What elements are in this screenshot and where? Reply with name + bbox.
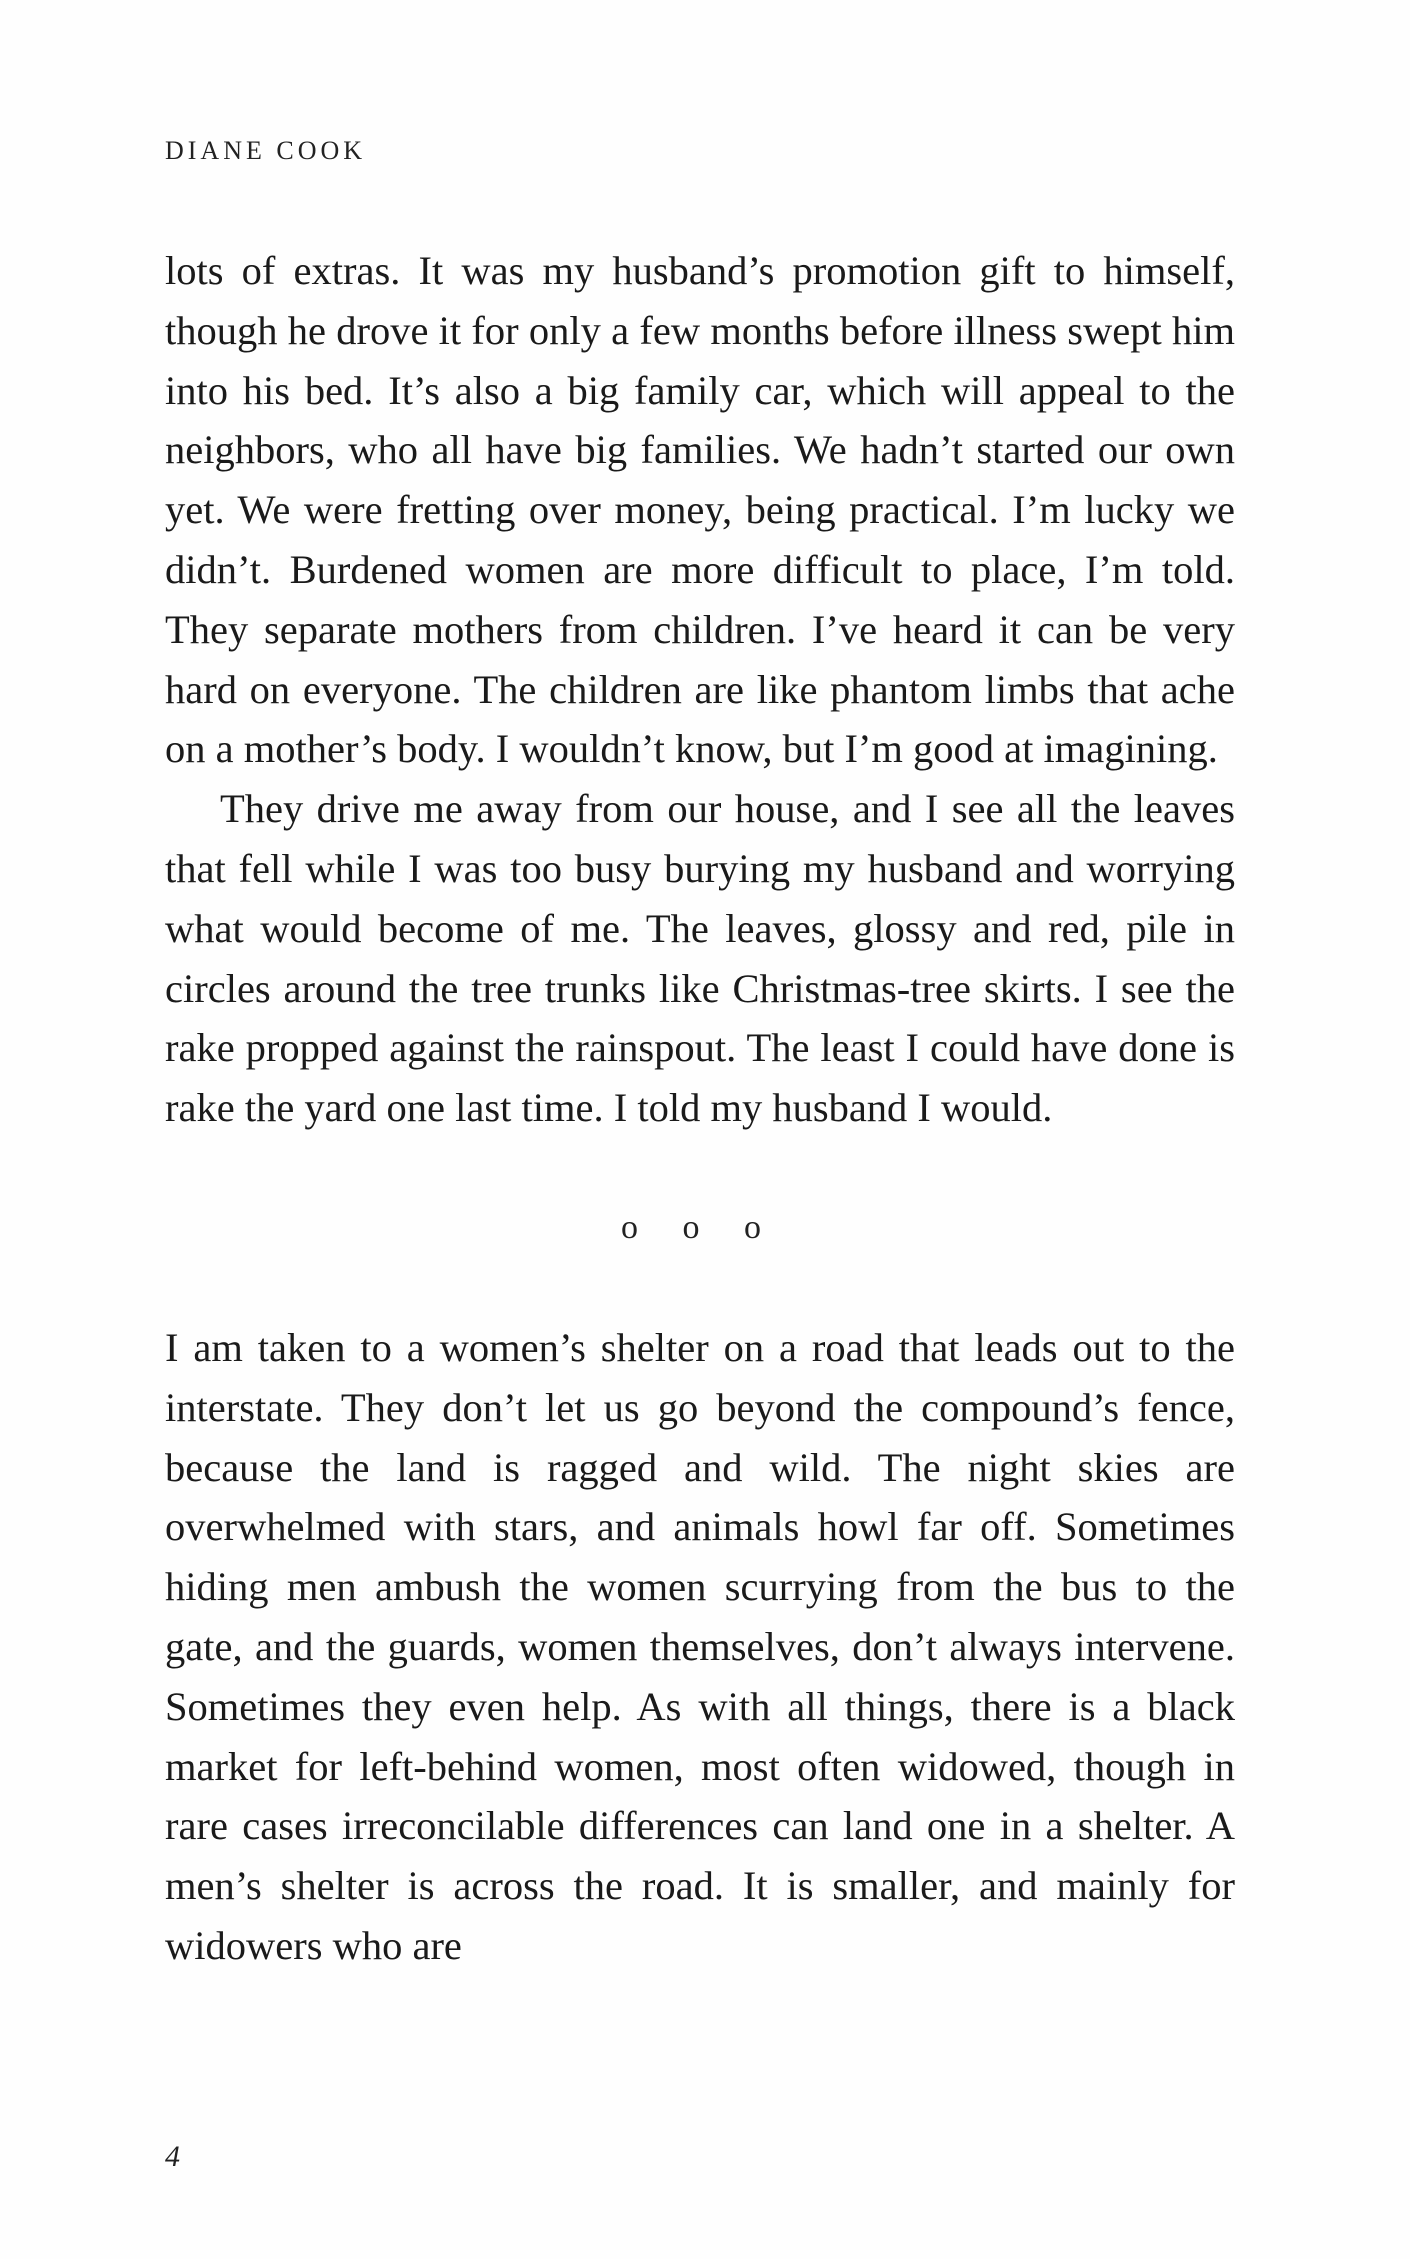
section-break-ornament: o o o xyxy=(621,1208,779,1246)
body-text xyxy=(165,241,1235,1976)
paragraph-continued: lots of extras. It was my husband’s promotion gift to himself, though he drove it for only a few months before illness swept him into his bed. It’s also a big family car, which will appeal to the neighbors, who all have big families. We hadn’t started our own yet. We were fretting over money, being practical. I’m lucky we didn’t. Burdened women are more difficult to place, I’m told. They separate mothers from children. I’ve heard it can be very hard on everyone. The children are like phantom limbs that ache on a mother’s body. I wouldn’t know, but I’m good at imagining. xyxy=(165,248,1235,772)
page-number: 4 xyxy=(165,2140,180,2173)
paragraph-indented: They drive me away from our house, and I see all the leaves that fell while I was too busy burying my husband and worrying what would become of me. The leaves, glossy and red, pile in circles around the tree trunks like Christmas-tree skirts. I see the rake propped against the rainspout. The least I could have done is rake the yard one last time. I told my husband I would. xyxy=(165,786,1235,1131)
running-head-author: DIANE COOK xyxy=(165,136,367,165)
paragraph-new-section: I am taken to a women’s shelter on a road that leads out to the interstate. They don’t let us go beyond the compound’s fence, because the land is ragged and wild. The night skies are overwhelmed with stars, and animals howl far off. Sometimes hiding men ambush the women scurrying from the bus to the gate, and the guards, women themselves, don’t always intervene. Sometimes they even help. As with all things, there is a black market for left-behind women, most often widowed, though in rare cases irreconcilable differences can land one in a shelter. A men’s shelter is across the road. It is smaller, and mainly for widowers who are xyxy=(165,1324,1235,1968)
